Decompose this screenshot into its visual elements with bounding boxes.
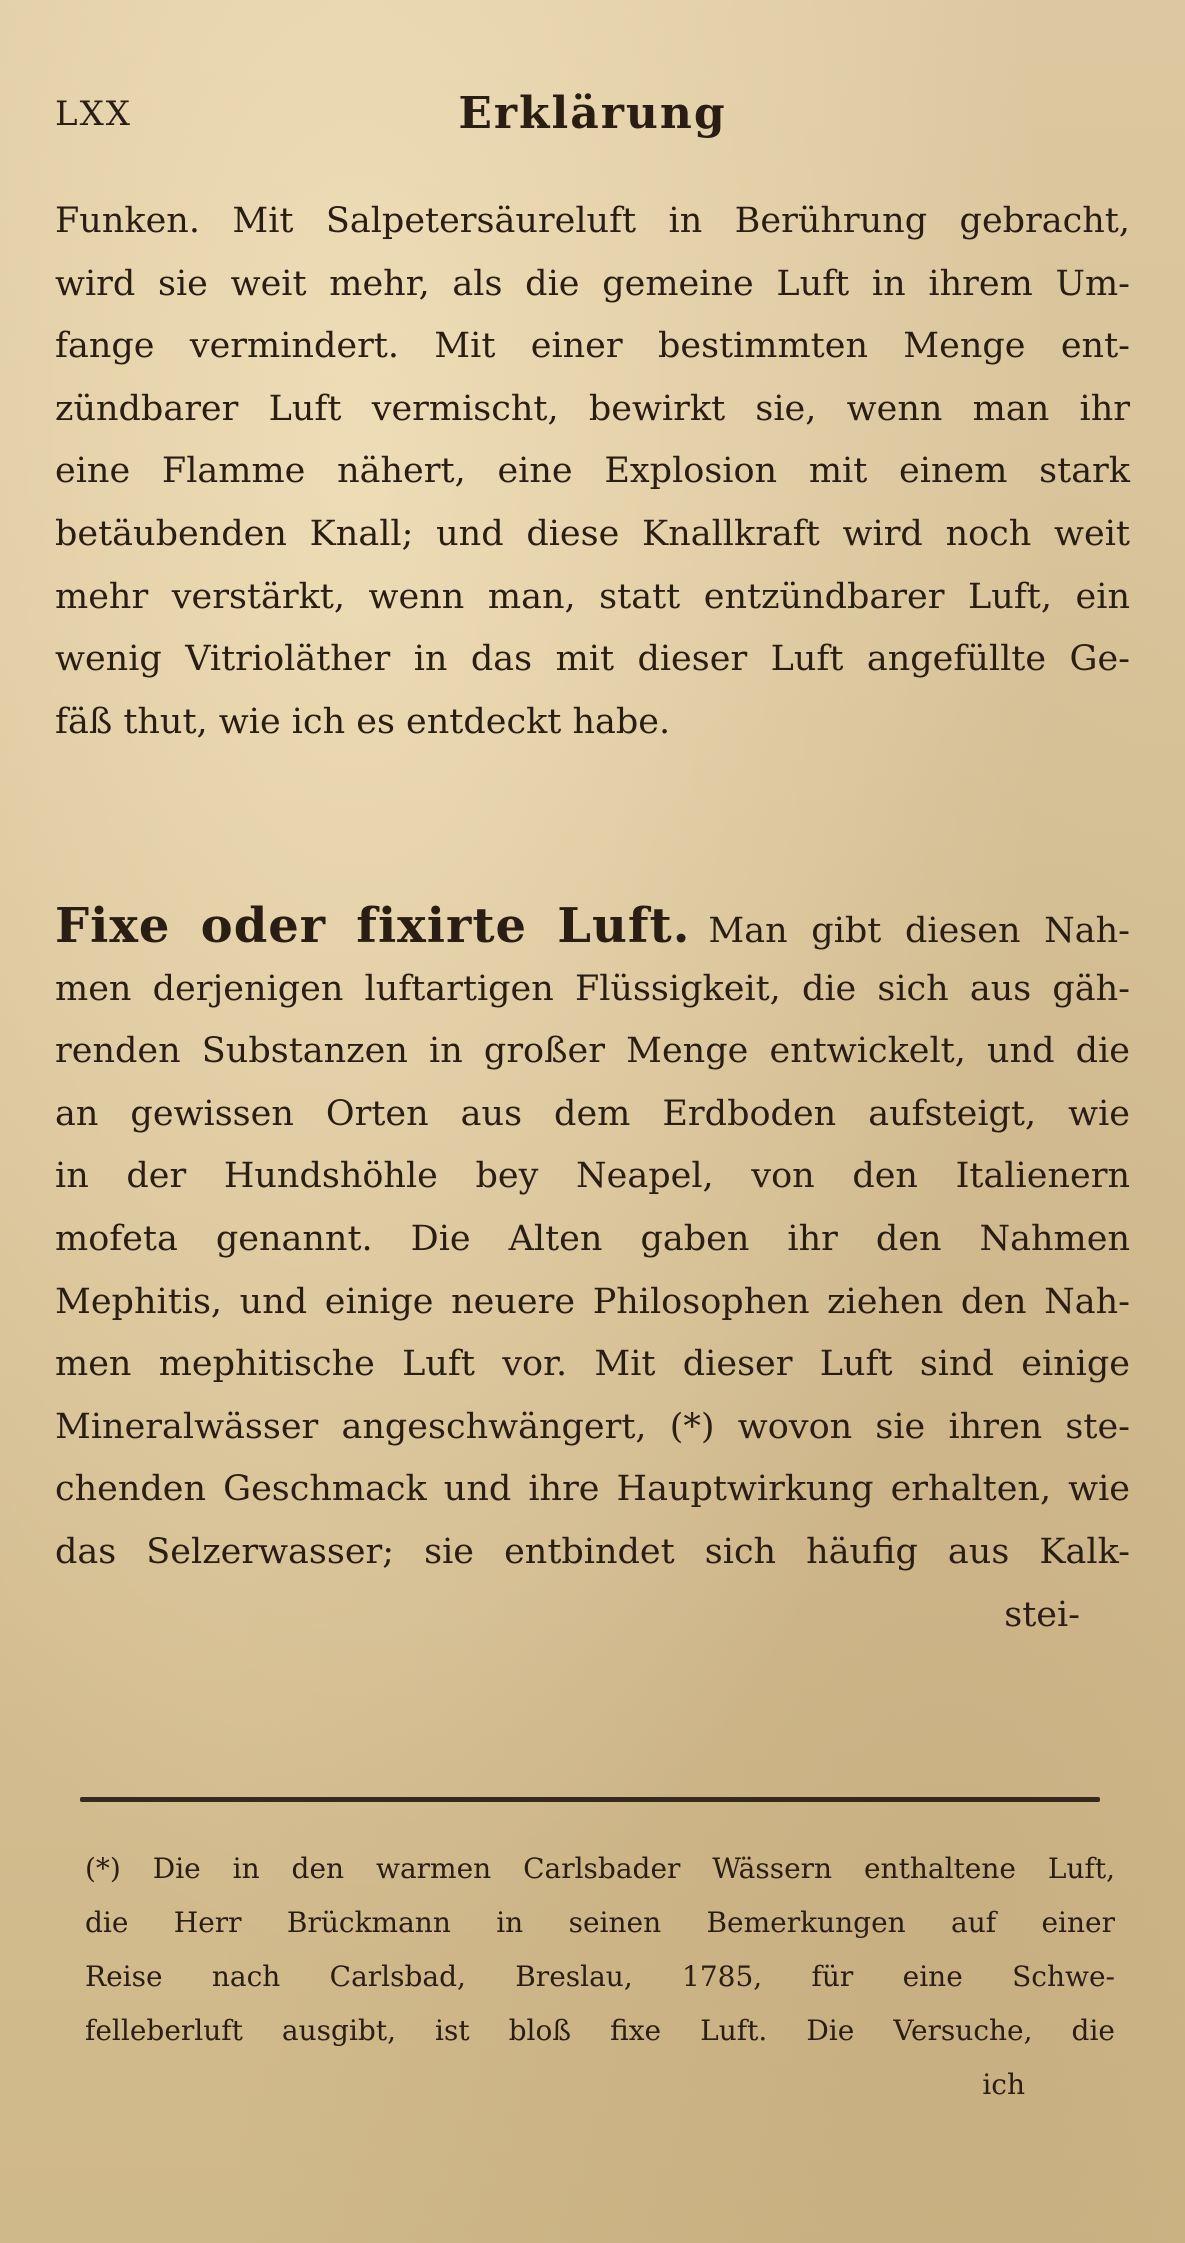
paragraph-continued [55,190,1130,753]
text-line: wenig Vitrioläther in das mit dieser Luft angefüllte Ge- [55,639,1130,680]
page-header [55,88,1130,148]
entry-paragraph [55,895,1130,1646]
footnote-line: felleberluft ausgibt, ist bloß fixe Luft. Die Versuche, die [85,2014,1115,2047]
text-line: zündbarer Luft vermischt, bewirkt sie, wenn man ihr [55,388,1130,429]
text-line: eine Flamme nähert, eine Explosion mit einem stark [55,451,1130,492]
text-line: Funken. Mit Salpetersäureluft in Berührung gebracht, [55,201,1130,241]
text-line: mofeta genannt. Die Alten gaben ihr den Nahmen [55,1218,1130,1259]
footnote-rule [80,1797,1100,1802]
text-line: fäß thut, wie ich es entdeckt habe. [55,701,671,742]
text-line: das Selzerwasser; sie entbindet sich häufig aus Kalk- [55,1531,1130,1572]
entry-first-line-text: Man gibt diesen Nah- [708,911,1130,951]
running-head: Erklärung [458,88,727,139]
text-line: betäubenden Knall; und diese Knallkraft wird noch weit [55,513,1130,554]
text-line: men derjenigen luftartigen Flüssigkeit, die sich aus gäh- [55,968,1130,1009]
footnote-line: die Herr Brückmann in seinen Bemerkungen auf einer [85,1906,1115,1939]
text-line: men mephitische Luft vor. Mit dieser Luft sind einige [55,1344,1130,1385]
text-line: in der Hundshöhle bey Neapel, von den Italienern [55,1156,1130,1197]
text-line: chenden Geschmack und ihre Hauptwirkung erhalten, wie [55,1469,1130,1510]
entry-heading: Fixe oder fixirte Luft. [55,898,691,954]
text-line: wird sie weit mehr, als die gemeine Luft in ihrem Um- [55,263,1130,304]
entry-first-line [55,895,1130,958]
footnote-line: Reise nach Carlsbad, Breslau, 1785, für eine Schwe- [85,1960,1115,1993]
page-number: LXX [55,94,132,134]
footnote-line: (*) Die in den warmen Carlsbader Wässern enthaltene Luft, [85,1852,1115,1885]
footnote-catchword: ich [982,2068,1025,2101]
catchword: stei- [1004,1594,1080,1635]
text-line: Mineralwässer angeschwängert, (*) wovon sie ihren ste- [55,1406,1130,1447]
text-line: renden Substanzen in großer Menge entwickelt, und die [55,1031,1130,1072]
text-line: mehr verstärkt, wenn man, statt entzündbarer Luft, ein [55,576,1130,617]
text-line: an gewissen Orten aus dem Erdboden aufsteigt, wie [55,1093,1130,1134]
text-line: Mephitis, und einige neuere Philosophen ziehen den Nah- [55,1281,1130,1322]
text-line: fange vermindert. Mit einer bestimmten Menge ent- [55,326,1130,367]
footnote [85,1842,1115,2112]
